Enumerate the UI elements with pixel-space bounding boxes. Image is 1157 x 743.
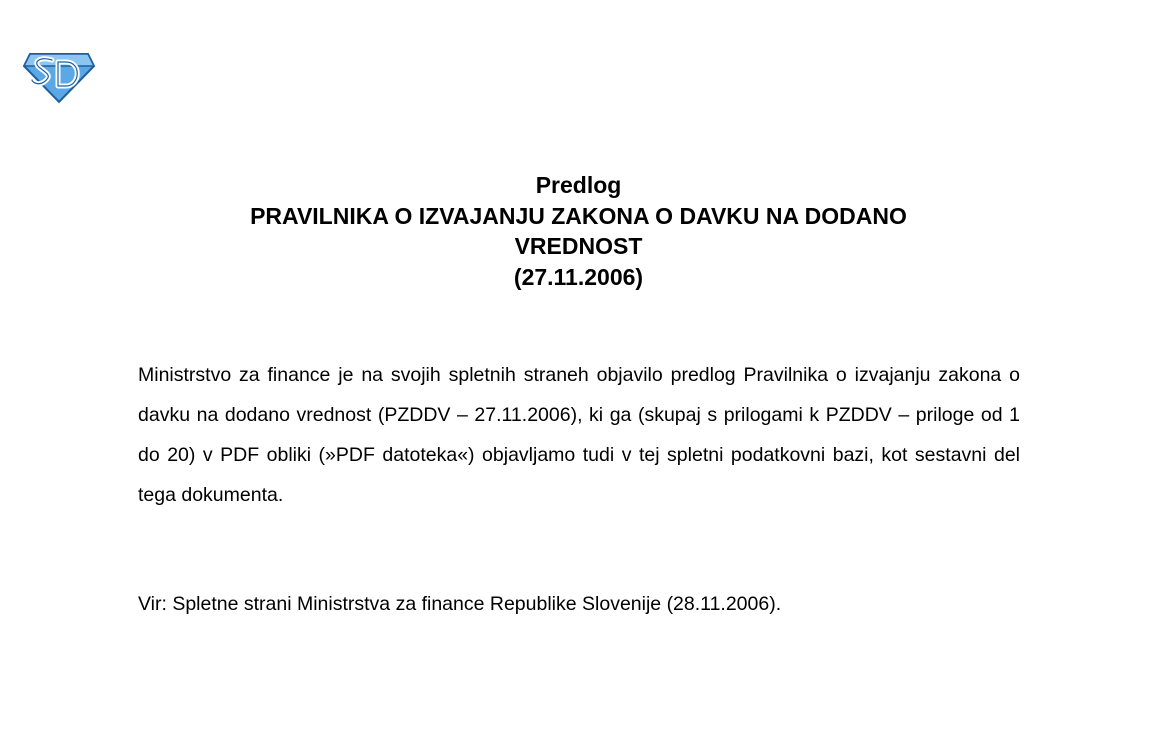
title-line-pravilnika: PRAVILNIKA O IZVAJANJU ZAKONA O DAVKU NA DODANO <box>250 202 907 229</box>
source-line: Vir: Spletne strani Ministrstva za finance Republike Slovenije (28.11.2006). <box>138 593 782 615</box>
document-title <box>0 170 1157 292</box>
title-line-vrednost: VREDNOST <box>514 233 643 259</box>
title-line-date: (27.11.2006) <box>513 263 644 290</box>
title-line-predlog: Predlog <box>535 172 622 198</box>
body-paragraph: Ministrstvo za finance je na svojih spletnih straneh objavilo predlog Pravilnika o izvajanju zakona o davku na dodano vrednost (PZDDV – 27.11.2006), ki ga (skupaj s prilogami k PZDDV – priloge od 1 do 20) v PDF obliki (»PDF datoteka«) objavljamo tudi v tej spletni podatkovni bazi, kot sestavni del tega dokumenta. <box>138 364 1020 506</box>
sd-logo-icon <box>22 46 96 104</box>
